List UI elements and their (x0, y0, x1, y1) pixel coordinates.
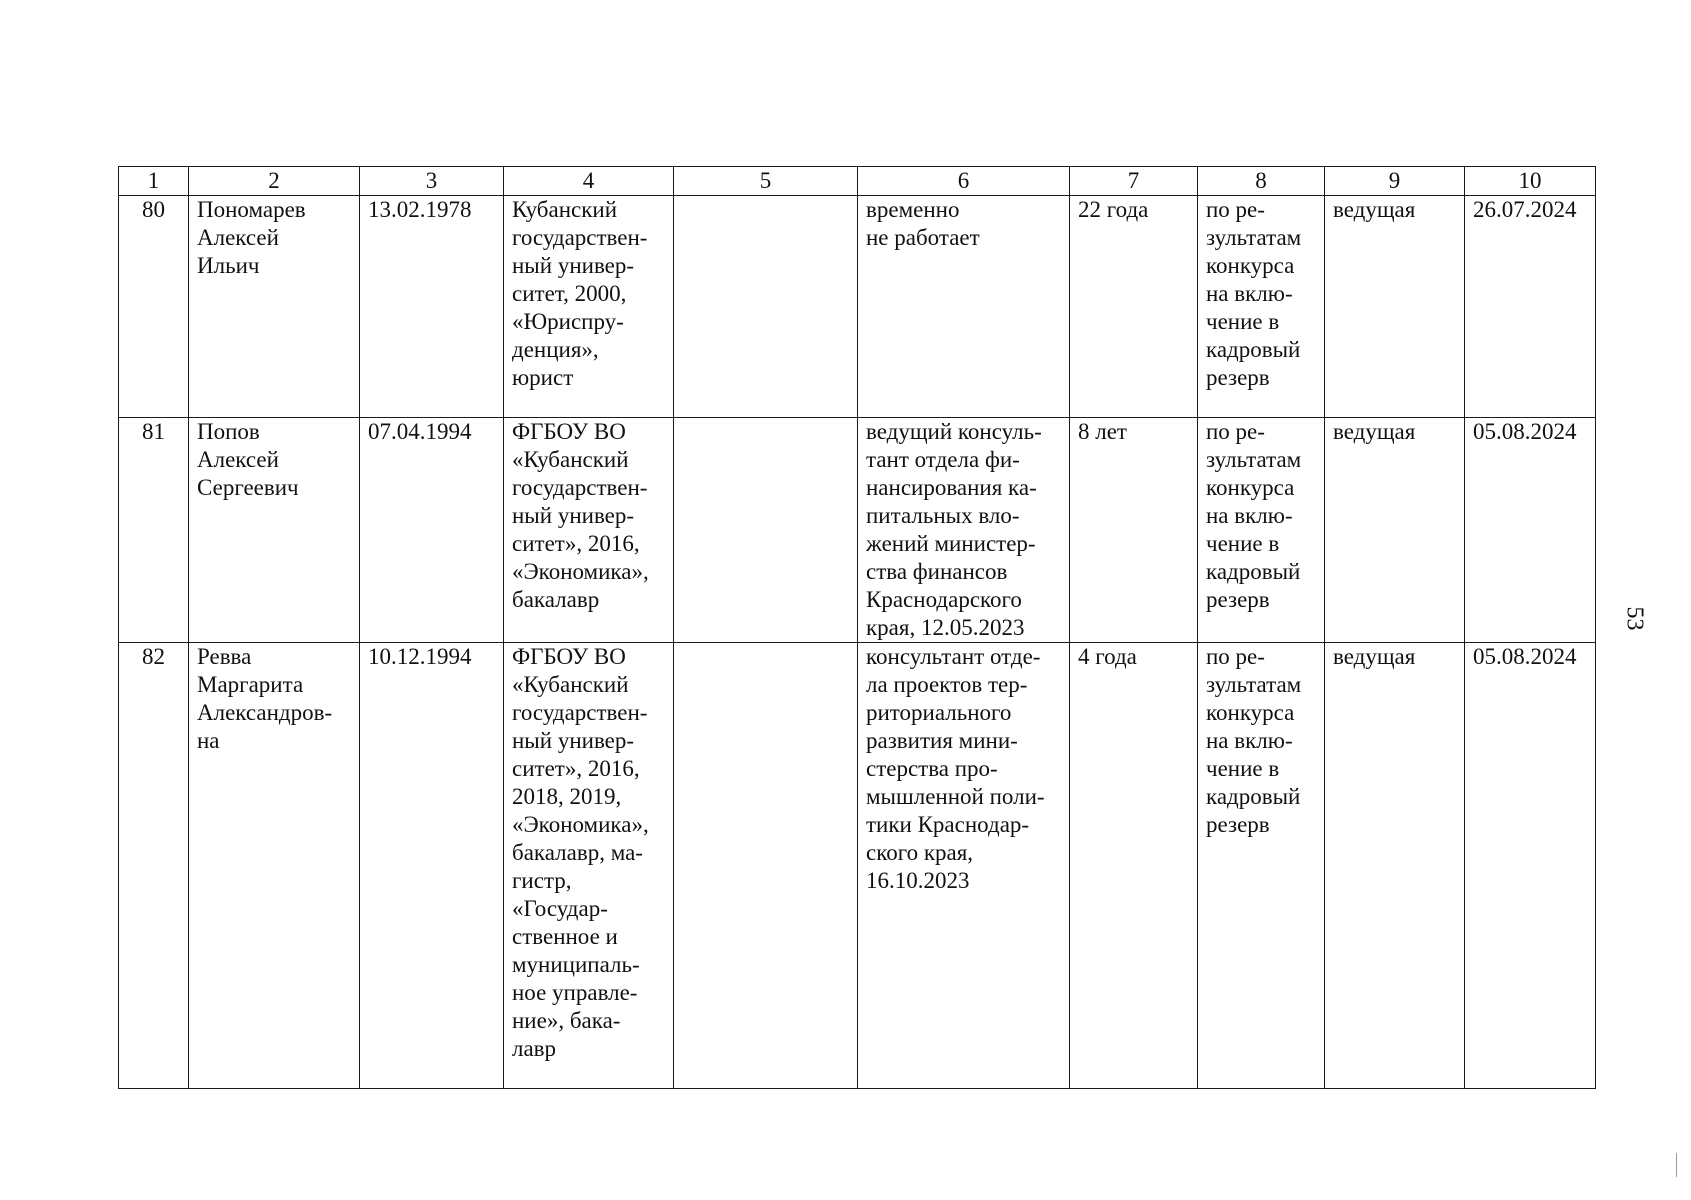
work-experience: 22 года (1070, 196, 1198, 418)
work-experience: 4 года (1070, 643, 1198, 1089)
header-row (119, 167, 1596, 196)
header-cell-8: 8 (1198, 167, 1325, 196)
header-cell-3: 3 (360, 167, 504, 196)
current-position: ведущий консуль- тант отдела фи- нансирования ка- питальных вло- жений министер- ства финансов Краснодарского края, 12.05.2023 (858, 418, 1070, 643)
header-cell-10: 10 (1465, 167, 1596, 196)
education: Кубанский государствен- ный универ- ситет, 2000, «Юриспру- денция», юрист (504, 196, 674, 418)
inclusion-date: 05.08.2024 (1465, 418, 1596, 643)
current-position: консультант отде- ла проектов тер- риториального развития мини- стерства про- мышленной поли- тики Краснодар- ского края, 16.10.2023 (858, 643, 1070, 1089)
row-number: 81 (119, 418, 189, 643)
inclusion-date: 05.08.2024 (1465, 643, 1596, 1089)
table-row (119, 418, 1596, 643)
full-name: Ревва Маргарита Александров- на (189, 643, 360, 1089)
birth-date: 13.02.1978 (360, 196, 504, 418)
page-number: 53 (1621, 606, 1648, 631)
column-5-cell (674, 418, 858, 643)
position-group: ведущая (1325, 643, 1465, 1089)
birth-date: 10.12.1994 (360, 643, 504, 1089)
birth-date: 07.04.1994 (360, 418, 504, 643)
header-cell-1: 1 (119, 167, 189, 196)
header-cell-4: 4 (504, 167, 674, 196)
header-cell-7: 7 (1070, 167, 1198, 196)
full-name: Пономарев Алексей Ильич (189, 196, 360, 418)
header-cell-6: 6 (858, 167, 1070, 196)
work-experience: 8 лет (1070, 418, 1198, 643)
scan-edge-mark (1676, 1153, 1677, 1177)
full-name: Попов Алексей Сергеевич (189, 418, 360, 643)
row-number: 80 (119, 196, 189, 418)
inclusion-basis: по ре- зультатам конкурса на вклю- чение в кадровый резерв (1198, 643, 1325, 1089)
header-cell-9: 9 (1325, 167, 1465, 196)
inclusion-date: 26.07.2024 (1465, 196, 1596, 418)
current-position: временно не работает (858, 196, 1070, 418)
position-group: ведущая (1325, 418, 1465, 643)
inclusion-basis: по ре- зультатам конкурса на вклю- чение в кадровый резерв (1198, 418, 1325, 643)
table-row (119, 643, 1596, 1089)
column-5-cell (674, 643, 858, 1089)
personnel-reserve-table (118, 166, 1596, 1089)
row-number: 82 (119, 643, 189, 1089)
header-cell-5: 5 (674, 167, 858, 196)
education: ФГБОУ ВО «Кубанский государствен- ный универ- ситет», 2016, «Экономика», бакалавр (504, 418, 674, 643)
position-group: ведущая (1325, 196, 1465, 418)
table-row (119, 196, 1596, 418)
inclusion-basis: по ре- зультатам конкурса на вклю- чение в кадровый резерв (1198, 196, 1325, 418)
header-cell-2: 2 (189, 167, 360, 196)
column-5-cell (674, 196, 858, 418)
education: ФГБОУ ВО «Кубанский государствен- ный универ- ситет», 2016, 2018, 2019, «Экономика», бакалавр, ма- гистр, «Государ- ственное и муниципаль- ное управле- ние», бака- лавр (504, 643, 674, 1089)
